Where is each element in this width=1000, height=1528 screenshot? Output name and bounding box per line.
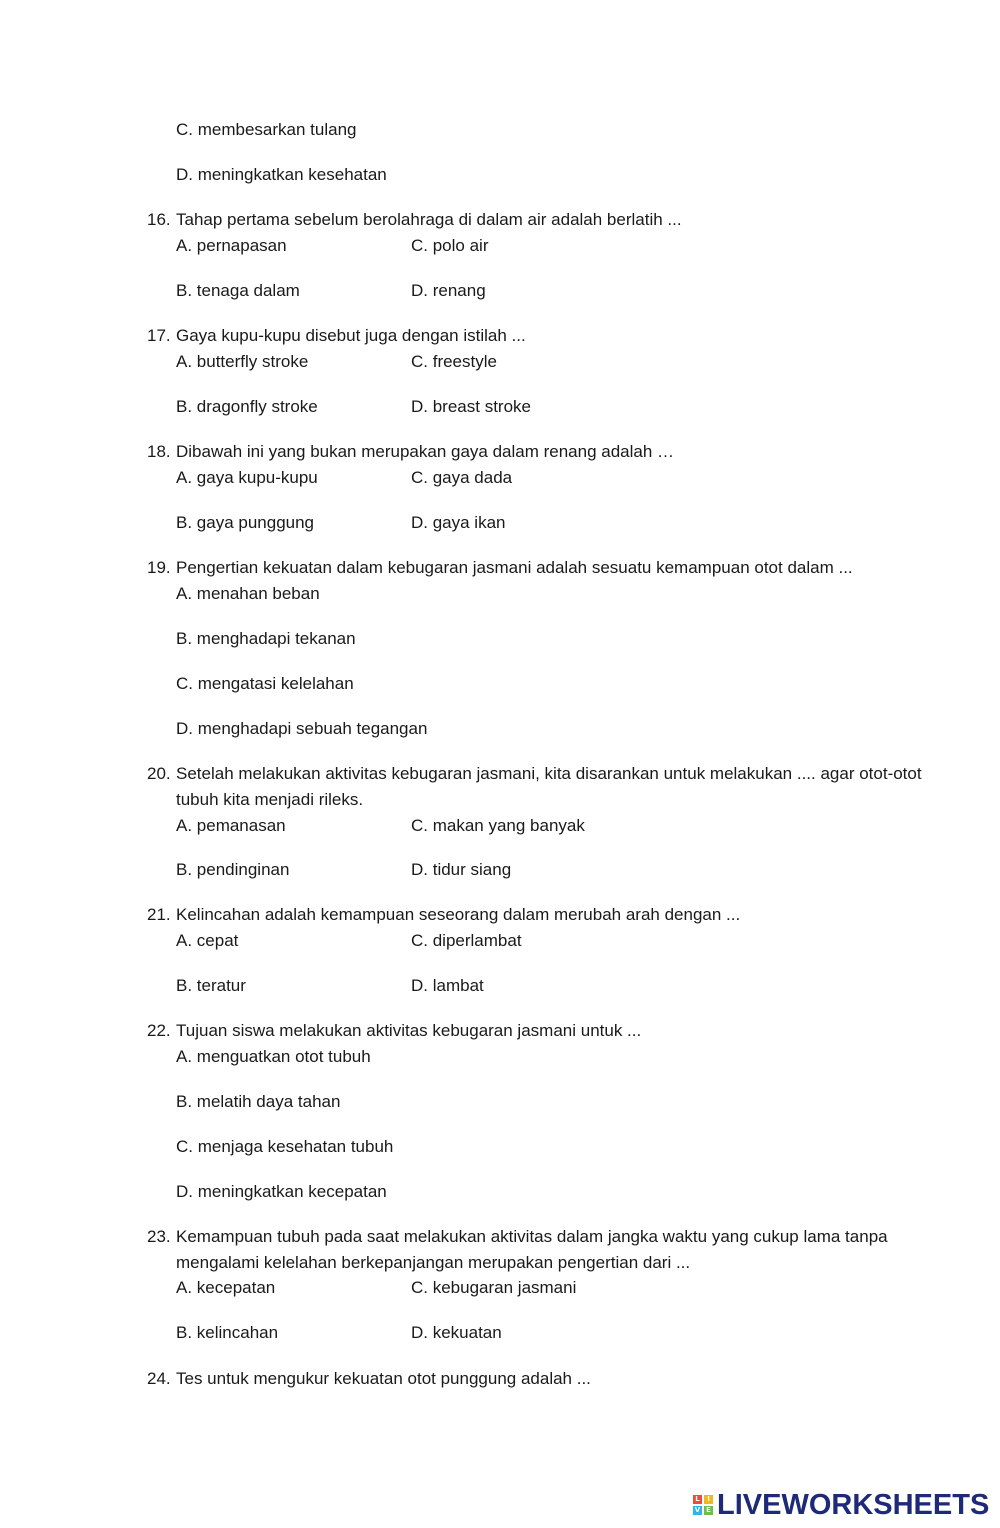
logo-mark-e: E xyxy=(704,1506,713,1515)
liveworksheets-logo-icon xyxy=(693,1495,713,1515)
logo-mark-l: L xyxy=(693,1495,702,1504)
q22-option-a: A. menguatkan otot tubuh xyxy=(176,1047,371,1066)
q20-text-line2: tubuh kita menjadi rileks. xyxy=(176,790,364,809)
q16-text: Tahap pertama sebelum berolahraga di dalam air adalah berlatih ... xyxy=(176,210,682,229)
logo-mark-v: V xyxy=(694,1506,701,1514)
q22-option-d: D. meningkatkan kecepatan xyxy=(176,1182,387,1201)
q21-option-c: C. diperlambat xyxy=(411,931,522,950)
q18-option-d: D. gaya ikan xyxy=(411,513,506,532)
logo-mark-i: I xyxy=(704,1495,713,1504)
q19-number: 19. xyxy=(147,558,171,577)
q16-option-c: C. polo air xyxy=(411,236,489,255)
q19-option-b: B. menghadapi tekanan xyxy=(176,629,356,648)
q19-option-d: D. menghadapi sebuah tegangan xyxy=(176,719,428,738)
q20-option-a: A. pemanasan xyxy=(176,816,286,835)
q18-text: Dibawah ini yang bukan merupakan gaya dalam renang adalah … xyxy=(176,442,675,461)
q21-text: Kelincahan adalah kemampuan seseorang dalam merubah arah dengan ... xyxy=(176,905,741,924)
q19-option-a: A. menahan beban xyxy=(176,584,320,603)
q17-option-c: C. freestyle xyxy=(411,352,497,371)
q16-option-b: B. tenaga dalam xyxy=(176,281,300,300)
q20-text-line1: Setelah melakukan aktivitas kebugaran jasmani, kita disarankan untuk melakukan .... agar otot-otot xyxy=(176,764,922,783)
q23-option-b: B. kelincahan xyxy=(176,1323,279,1342)
q18-number: 18. xyxy=(147,442,171,461)
liveworksheets-logo-text: LIVEWORKSHEETS xyxy=(717,1489,990,1521)
q17-text: Gaya kupu-kupu disebut juga dengan istilah ... xyxy=(176,326,526,345)
q17-option-b: B. dragonfly stroke xyxy=(176,397,318,416)
q15-option-c: C. membesarkan tulang xyxy=(176,120,357,139)
q22-option-c: C. menjaga kesehatan tubuh xyxy=(176,1137,394,1156)
q20-option-d: D. tidur siang xyxy=(411,860,512,879)
q16-option-d: D. renang xyxy=(411,281,486,300)
q22-number: 22. xyxy=(147,1021,171,1040)
q18-option-a: A. gaya kupu-kupu xyxy=(176,468,318,487)
q17-option-a: A. butterfly stroke xyxy=(176,352,309,371)
q18-option-b: B. gaya punggung xyxy=(176,513,315,532)
q15-option-d: D. meningkatkan kesehatan xyxy=(176,165,387,184)
q18-option-c: C. gaya dada xyxy=(411,468,513,487)
q19-option-c: C. mengatasi kelelahan xyxy=(176,674,354,693)
q22-text: Tujuan siswa melakukan aktivitas kebugaran jasmani untuk ... xyxy=(176,1021,642,1040)
q24-text: Tes untuk mengukur kekuatan otot punggung adalah ... xyxy=(176,1369,591,1388)
q23-option-c: C. kebugaran jasmani xyxy=(411,1278,577,1297)
q21-option-d: D. lambat xyxy=(411,976,484,995)
q23-number: 23. xyxy=(147,1227,171,1246)
q16-number: 16. xyxy=(147,210,171,229)
q20-option-b: B. pendinginan xyxy=(176,860,290,879)
liveworksheets-logo[interactable] xyxy=(693,1488,993,1522)
q21-option-b: B. teratur xyxy=(176,976,246,995)
q17-option-d: D. breast stroke xyxy=(411,397,531,416)
q22-option-b: B. melatih daya tahan xyxy=(176,1092,341,1111)
q23-text-line1: Kemampuan tubuh pada saat melakukan aktivitas dalam jangka waktu yang cukup lama tanpa xyxy=(176,1227,888,1246)
q19-text: Pengertian kekuatan dalam kebugaran jasmani adalah sesuatu kemampuan otot dalam ... xyxy=(176,558,853,577)
q23-option-a: A. kecepatan xyxy=(176,1278,276,1297)
q24-number: 24. xyxy=(147,1369,171,1388)
q20-number: 20. xyxy=(147,764,171,783)
q20-option-c: C. makan yang banyak xyxy=(411,816,585,835)
q23-option-d: D. kekuatan xyxy=(411,1323,502,1342)
q16-option-a: A. pernapasan xyxy=(176,236,287,255)
q21-number: 21. xyxy=(147,905,171,924)
q17-number: 17. xyxy=(147,326,171,345)
q23-text-line2: mengalami kelelahan berkepanjangan merupakan pengertian dari ... xyxy=(176,1253,691,1272)
q21-option-a: A. cepat xyxy=(176,931,239,950)
